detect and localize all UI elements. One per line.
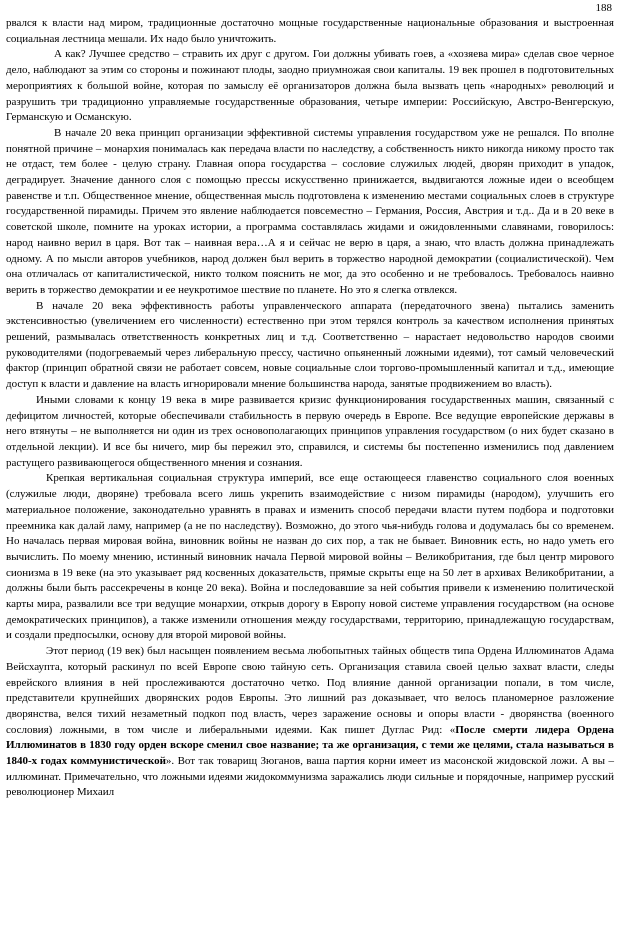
paragraph-text: ». Вот так товарищ Зюганов, ваша партия корни имеет из масонской жидовской ложи. А вы – иллюминат. Примечательно, что ложными идеями жидокоммунизма заражались люди сильные и порядочные, например русский революционер Михаил [6, 755, 614, 799]
paragraph: рвался к власти над миром, традиционные достаточно мощные государственные национальные образования и выстроенная социальная лестница мешали. Их надо было уничтожить. [6, 17, 614, 45]
paragraph: В начале 20 века эффективность работы управленческого аппарата (передаточного звена) пытались заменить экстенсивностью (увеличением его численности) естественно при этом терялся контроль за качеством исполнения принятых решений, размывалась ответственность конкретных лиц и т.д. Соответственно – нарастает недовольство народов своими руководителями (подогреваемый через либеральную прессу, частично опьяненный ложными идеями), тот самый человеческий фактор (принцип обратной связи не работает совсем, новые социальные слои торгово-промышленный капитал и т.д., имеющие доступ к власти и давление на власть игнорировали мнение большинства народа, занятые продвижением во власть). [6, 299, 614, 391]
page-number: 188 [595, 2, 612, 14]
quote-bold: После смерти лидера Ордена Иллюминатов в 1830 году орден вскоре сменил свое название; та же организация, с теми же целями, стала называться в 1840-х годах коммунистической [6, 723, 614, 768]
paragraph [6, 644, 614, 801]
paragraph: А как? Лучшее средство – стравить их друг с другом. Гои должны убивать гоев, а «хозяева мира» сделав свое черное дело, наблюдают за этим со стороны и пожинают плоды, заодно приумножая свои капиталы. 19 век прошел в подготовительных мероприятиях к большой войне, которая по замыслу её организаторов должна была вызвать цепь «народных» революций и разрушить три традиционно управляемые государственные образования, четыре империи: Российскую, Австро-Венгерскую, Германскую и Османскую. [6, 48, 614, 124]
text-body [6, 16, 614, 801]
paragraph-text: Этот период (19 век) был насыщен появлением весьма любопытных тайных обществ типа Ордена Иллюминатов Адама Вейсхаупта, который раскинул по всей Европе свою тайную сеть. Организация ставила своей целью захват власти, следы еврейского влияния в ней прослеживаются достаточно четко. Под влияние данной организации попали, в том числе, представители крупнейших дворянских родов Европы. Это лишний раз доказывает, что велось планомерное разложение дворянства, велся тихий незаметный подкоп под власть, через заражение основы и опоры власти - дворянства (военного сословия) ложными, в том числе и либеральными идеями. Как пишет Дуглас Рид: « [6, 645, 614, 736]
paragraph: В начале 20 века принцип организации эффективной системы управления государством уже не решался. По вполне понятной причине – монархия понималась как передача власти по наследству, а собственность никто никогда никому просто так не отдаст, тем более - целую страну. Главная опора государства – сословие служилых людей, дворян приходит в упадок, деградирует. Значение данного слоя с помощью прессы искусственно принижается, выдвигаются ложные идеи о всеобщем равенстве и т.п. Общественное мнение, общественная мысль подготовлена к изменению местами социальных слоев в структуре государственной пирамиды. Причем это явление наблюдается повсеместно – Германия, Россия, Австрия и т.д.. Да и в 20 веке в советской школе, помните на уроках истории, а программа составлялась жидами и ожидовленными славянами, говорилось: народ наивно верил в царя. Вот так – наивная вера…А я и сейчас не верю в царя, а знаю, что власть должна принадлежать одному. А по мысли авторов учебников, народ должен был верить в торжество народной демократии (социалистической). Чем она отличалась от капиталистической, никто толком пояснить не мог, да это особенно и не требовалось. Требовалось наивно верить в торжество демократии и ее неукротимое шествие по планете. Но это я слегка отвлекся. [6, 126, 614, 296]
paragraph: Крепкая вертикальная социальная структура империй, все еще остающееся главенство социального слоя военных (служилые люди, дворяне) требовала всего лишь укрепить взаимодействие с низом пирамиды (народом), улучшить его материальное положение, законодательно уравнять в правах и изменить способ передачи власти путем подбора и подготовки преемника как далай ламу, например (а не по наследству). Возможно, до этого чья-нибудь голова и додумалась бы со временем. Но началась первая мировая война, виновник войны не назван до сих пор, а так не бывает. Виновник есть, но надо уметь его вычислить. По моему мнению, истинный виновник начала Первой мировой войны – Великобритания, где был центр мирового сионизма в 19 веке (на это указывает ряд косвенных доказательств, прямые скрыты еще на 50 лет в архивах Великобритании, а должны были быть рассекречены в конце 20 века). Война и последовавшие за ней события привели к изменению политической карты мира, развалили все три ведущие монархии, открыв дорогу в Европу новой системе управления государством (на основе демократических принципов), а также изменили отношения между государствами, территорию, принадлежащую государствам, и создали предпосылки, основу для второй мировой войны. [6, 472, 614, 642]
paragraph: Иными словами к концу 19 века в мире развивается кризис функционирования государственных машин, связанный с дефицитом личностей, которые обеспечивали стабильность в первую очередь в Европе. Все ведущие европейские державы в него втянуты – не выполняется ни один из трех основополагающих принципов управления государством (о них будет сказано в отдельной лекции). И все бы ничего, мир бы пережил это, справился, и системы бы постепенно изменились под давлением растущего развивающегося общественного мнения и сознания. [6, 393, 614, 469]
